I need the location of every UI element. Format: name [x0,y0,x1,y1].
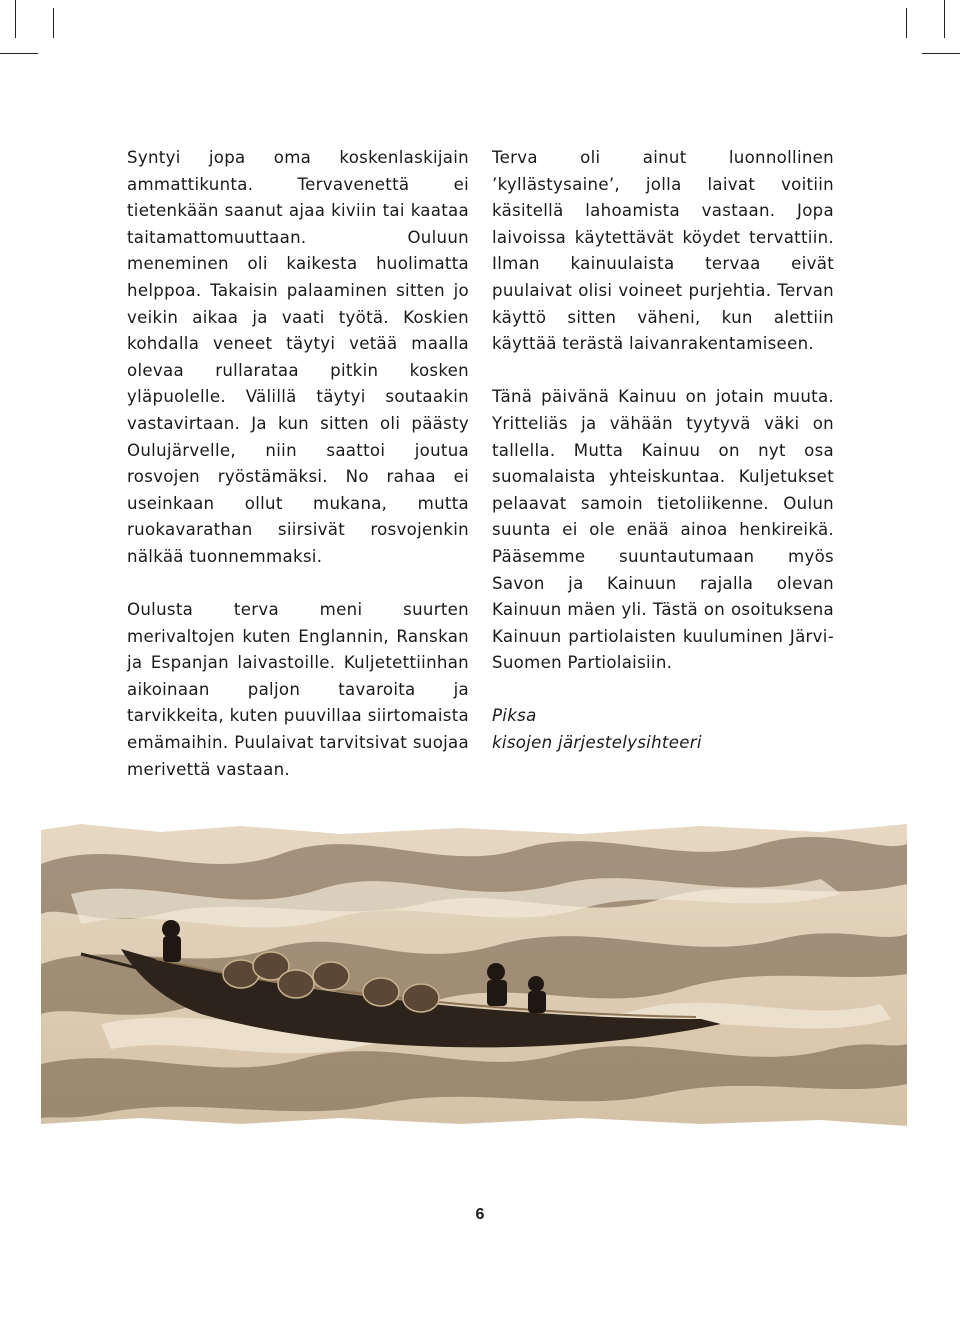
signature-title: kisojen järjestelysihteeri [492,733,702,753]
left-column [127,145,469,783]
left-paragraph-1: Syntyi jopa oma koskenlaskijain ammattikunta. Tervavenettä ei tietenkään saanut ajaa kiviin tai kaataa taitamattomuuttaan. Ouluun meneminen oli kaikesta huolimatta helppoa. Takaisin palaaminen sitten jo veikin aikaa ja vaati työtä. Koskien kohdalla veneet täytyi vetää maalla olevaa rullarataa pitkin kosken yläpuolelle. Välillä täytyi soutaakin vastavirtaan. Ja kun sitten oli päästy Oulujärvelle, niin saattoi joutua rosvojen ryöstämäksi. No rahaa ei useinkaan ollut mukana, mutta ruokavarathan siirsivät rosvojenkin nälkää tuonnemmaksi. [127,148,469,566]
crop-mark-tr-horizontal [922,53,960,54]
right-paragraph-2: Tänä päivänä Kainuu on jotain muuta. Yritteliäs ja vähään tyytyvä väki on tallella. Mutta Kainuu on nyt osa suomalaista yhteiskuntaa. Kuljetukset pelaavat samoin tietoliikenne. Oulun suunta ei ole enää ainoa henkireikä. Pääsemme suuntautumaan myös Savon ja Kainuun rajalla olevan Kainuun mäen yli. Tästä on osoituksena Kainuun partiolaisten kuuluminen Järvi-Suomen Partiolaisiin. [492,387,834,673]
right-column [492,145,834,757]
left-paragraph-2: Oulusta terva meni suurten merivaltojen kuten Englannin, Ranskan ja Espanjan laivastoille. Kuljetettiinhan aikoinaan paljon tavaroita ja tarvikkeita, kuten puuvillaa siirtomaista emämaihin. Puulaivat tarvitsivat suojaa merivettä vastaan. [127,600,469,779]
right-paragraph-1: Terva oli ainut luonnollinen ’kyllästysaine’, jolla laivat voitiin käsitellä lahoamista vastaan. Jopa laivoissa käytettävät köydet tervattiin. Ilman kainuulaista tervaa eivät puulaivat olisi voineet purjehtia. Tervan käyttö sitten väheni, kun alettiin käyttää terästä laivanrakentamiseen. [492,148,834,354]
crop-mark-tr-vertical [906,8,907,38]
crop-mark-tl-horizontal [0,53,38,54]
boat-illustration [41,824,907,1126]
crop-mark-tl-vertical-2 [53,8,54,38]
page-number: 6 [475,1206,485,1223]
crop-mark-tr-vertical-2 [944,0,945,38]
crop-mark-tl-vertical [15,0,16,38]
signature-name: Piksa [492,706,537,726]
